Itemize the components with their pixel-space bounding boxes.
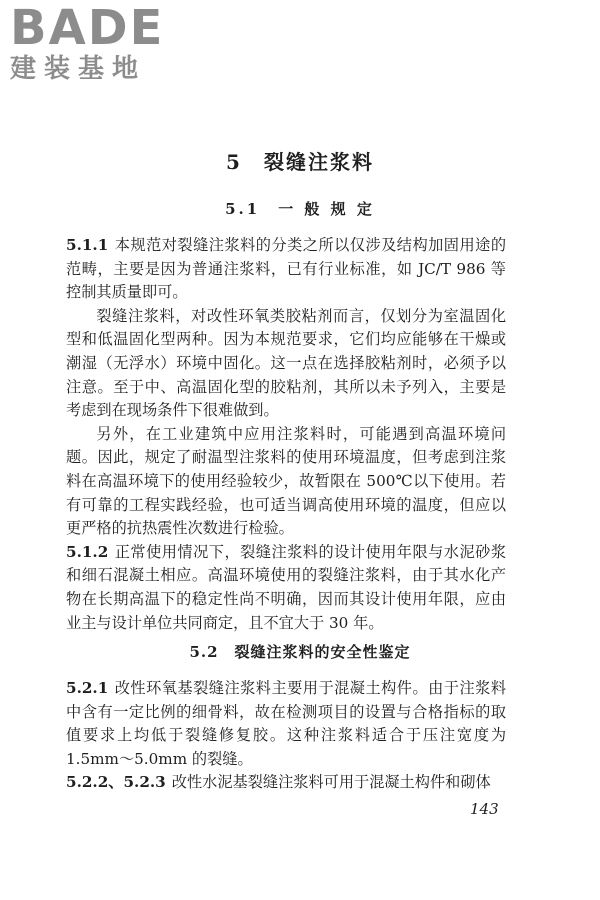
paragraph-5-1-1-b: 裂缝注浆料，对改性环氧类胶粘剂而言，仅划分为室温固化型和低温固化型两种。因为本规范要求，它们均应能够在干燥或潮湿（无浮水）环境中固化。这一点在选择胶粘剂时，必须予以注意。至于中、高温固化型的胶粘剂，其所以未予列入，主要是考虑到在现场条件下很难做到。	[66, 306, 506, 420]
paragraph-text: 正常使用情况下，裂缝注浆料的设计使用年限与水泥砂浆和细石混凝土相应。高温环境使用的裂缝注浆料，由于其水化产物在长期高温下的稳定性尚不明确，因而其设计使用年限，应由业主与设计单位共同商定，且不宜大于 30 年。	[66, 542, 506, 632]
clause-number: 5.1.2	[66, 542, 109, 561]
paragraph-text: 改性水泥基裂缝注浆料可用于混凝土构件和砌体	[171, 773, 491, 792]
chapter-title: 5 裂缝注浆料	[226, 150, 374, 174]
section-body-5-1	[66, 234, 506, 635]
clause-number: 5.2.2、5.2.3	[66, 773, 166, 792]
paragraph-5-2-2	[66, 771, 506, 795]
paragraph-text: 改性环氧基裂缝注浆料主要用于混凝土构件。由于注浆料中含有一定比例的细骨料，故在检测项目的设置与合格指标的取值要求上均低于裂缝修复胶。这种注浆料适合于压注宽度为 1.5mm～5.0mm 的裂缝。	[66, 679, 506, 768]
paragraph-text: 本规范对裂缝注浆料的分类之所以仅涉及结构加固用途的范畴，主要是因为普通注浆料，已有行业标准，如 JC/T 986 等控制其质量即可。	[66, 236, 506, 302]
paragraph-5-1-1	[66, 234, 506, 305]
section-title-5-2: 5.2 裂缝注浆料的安全性鉴定	[189, 643, 411, 661]
logo-wordmark: BADE	[10, 0, 165, 56]
paragraph-5-1-2	[66, 541, 506, 635]
paragraph-5-1-1-c: 另外，在工业建筑中应用注浆料时，可能遇到高温环境问题。因此，规定了耐温型注浆料的使用环境温度，但考虑到注浆料在高温环境下的使用经验较少，故暂限在 500℃以下使用。若有可靠的工程实践经验，也可适当调高使用环境的温度，但应以更严格的抗热震性次数进行检验。	[66, 424, 506, 538]
paragraph-5-2-1	[66, 677, 506, 771]
logo-subtitle: 建装基地	[10, 54, 147, 84]
section-body-5-2	[66, 677, 506, 795]
section-title-5-1: 5.1 一 般 规 定	[225, 200, 375, 218]
clause-number: 5.2.1	[66, 679, 109, 697]
page-number: 143	[470, 800, 499, 818]
publisher-logo	[10, 2, 180, 84]
clause-number: 5.1.1	[66, 236, 109, 254]
